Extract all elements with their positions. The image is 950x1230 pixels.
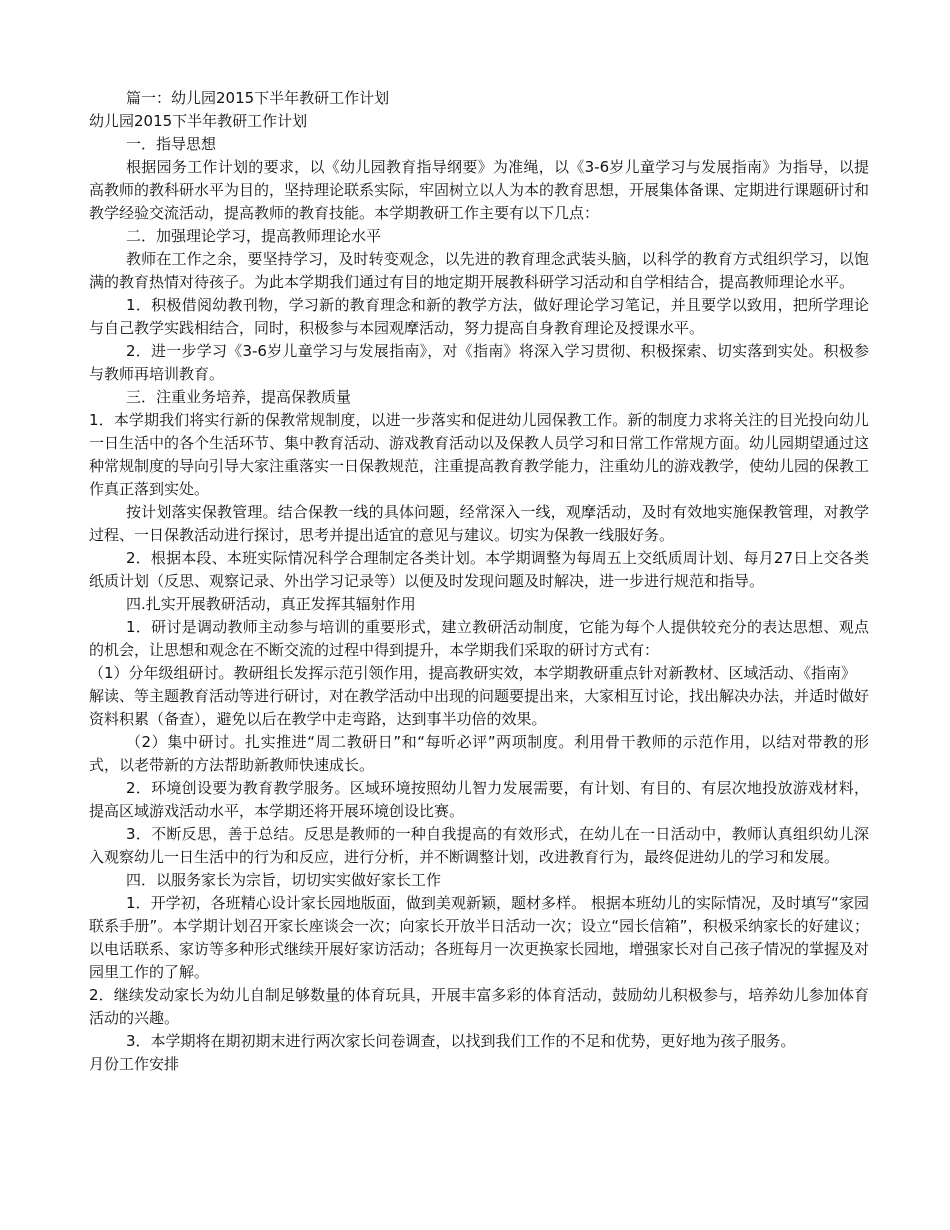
- paragraph: 解读、等主题教育活动等进行研讨，对在教学活动中出现的问题要提出来，大家相互讨论，找出解决办法，并适时做好资料积累（备查），避免以后在教学中走弯路，达到事半功倍的效果。: [89, 687, 870, 728]
- paragraph: （1）分年级组研讨。教研组长发挥示范引领作用，提高教研实效，本学期教研重点针对新教材、区域活动、《指南》: [89, 664, 857, 682]
- paragraph: 2．继续发动家长为幼儿自制足够数量的体育玩具，开展丰富多彩的体育活动，鼓励幼儿积极参与，培养幼儿参加体育活动的兴趣。: [89, 986, 869, 1027]
- document-page: [89, 87, 869, 1076]
- paragraph: 3．本学期将在期初期末进行两次家长问卷调查，以找到我们工作的不足和优势，更好地为孩子服务。: [126, 1032, 796, 1050]
- paragraph: 1．开学初，各班精心设计家长园地版面，做到美观新颖，题材多样。 根据本班幼儿的实际情况，及时填写“家园联系手册”。本学期计划召开家长座谈会一次；向家长开放半日活动一次；设立“园长信箱”，积极采纳家长的好建议；以电话联系、家访等多种形式继续开展好家访活动；各班每月一次更换家长园地，增强家长对自己孩子情况的掌握及对园里工作的了解。: [89, 894, 870, 981]
- section-heading: 一．指导思想: [126, 135, 217, 153]
- paragraph: 2．根据本段、本班实际情况科学合理制定各类计划。本学期调整为每周五上交纸质周计划、每月27日上交各类纸质计划（反思、观察记录、外出学习记录等）以便及时发现问题及时解决，进一步进行规范和指导。: [89, 549, 869, 590]
- document-heading: 篇一：幼儿园2015下半年教研工作计划: [126, 89, 390, 107]
- paragraph: 按计划落实保教管理。结合保教一线的具体问题，经常深入一线，观摩活动，及时有效地实施保教管理，对教学过程、一日保教活动进行探讨，思考并提出适宜的意见与建议。切实为保教一线服好务。: [89, 503, 869, 544]
- section-heading: 二．加强理论学习，提高教师理论水平: [126, 227, 382, 245]
- paragraph: 1．研讨是调动教师主动参与培训的重要形式，建立教研活动制度，它能为每个人提供较充分的表达思想、观点的机会，让思想和观念在不断交流的过程中得到提升，本学期我们采取的研讨方式有：: [89, 618, 869, 659]
- section-heading: 四．以服务家长为宗旨，切切实实做好家长工作: [126, 871, 442, 889]
- paragraph: 根据园务工作计划的要求，以《幼儿园教育指导纲要》为准绳，以《3-6岁儿童学习与发展指南》为指导，以提高教师的教科研水平为目的，坚持理论联系实际，牢固树立以人为本的教育思想，开展集体备课、定期进行课题研讨和教学经验交流活动，提高教师的教育技能。本学期教研工作主要有以下几点：: [89, 158, 870, 222]
- paragraph: 教师在工作之余，要坚持学习，及时转变观念，以先进的教育理念武装头脑，以科学的教育方式组织学习，以饱满的教育热情对待孩子。为此本学期我们通过有目的地定期开展教科研学习活动和自学相结合，提高教师理论水平。: [89, 250, 869, 291]
- paragraph: 月份工作安排: [89, 1055, 180, 1073]
- paragraph: 1．积极借阅幼教刊物，学习新的教育理念和新的教学方法，做好理论学习笔记，并且要学以致用，把所学理论与自己教学实践相结合，同时，积极参与本园观摩活动，努力提高自身教育理论及授课水平。: [89, 296, 869, 337]
- paragraph: 1．本学期我们将实行新的保教常规制度，以进一步落实和促进幼儿园保教工作。新的制度力求将关注的目光投向幼儿一日生活中的各个生活环节、集中教育活动、游戏教育活动以及保教人员学习和日常工作常规方面。幼儿园期望通过这种常规制度的导向引导大家注重落实一日保教规范，注重提高教育教学能力，注重幼儿的游戏教学，使幼儿园的保教工作真正落到实处。: [89, 411, 870, 498]
- section-heading: 三．注重业务培养，提高保教质量: [126, 388, 352, 406]
- document-title: 幼儿园2015下半年教研工作计划: [89, 112, 308, 130]
- section-heading: 四.扎实开展教研活动，真正发挥其辐射作用: [126, 595, 416, 613]
- paragraph: 3．不断反思，善于总结。反思是教师的一种自我提高的有效形式，在幼儿在一日活动中，教师认真组织幼儿深入观察幼儿一日生活中的行为和反应，进行分析，并不断调整计划，改进教育行为，最终促进幼儿的学习和发展。: [89, 825, 869, 866]
- paragraph: （2）集中研讨。扎实推进“周二教研日”和“每听必评”两项制度。利用骨干教师的示范作用，以结对带教的形式，以老带新的方法帮助新教师快速成长。: [89, 733, 869, 774]
- paragraph: 2．进一步学习《3-6岁儿童学习与发展指南》，对《指南》将深入学习贯彻、积极探索、切实落到实处。积极参与教师再培训教育。: [89, 342, 869, 383]
- paragraph: 2．环境创设要为教育教学服务。区域环境按照幼儿智力发展需要，有计划、有目的、有层次地投放游戏材料，提高区域游戏活动水平，本学期还将开展环境创设比赛。: [89, 779, 869, 820]
